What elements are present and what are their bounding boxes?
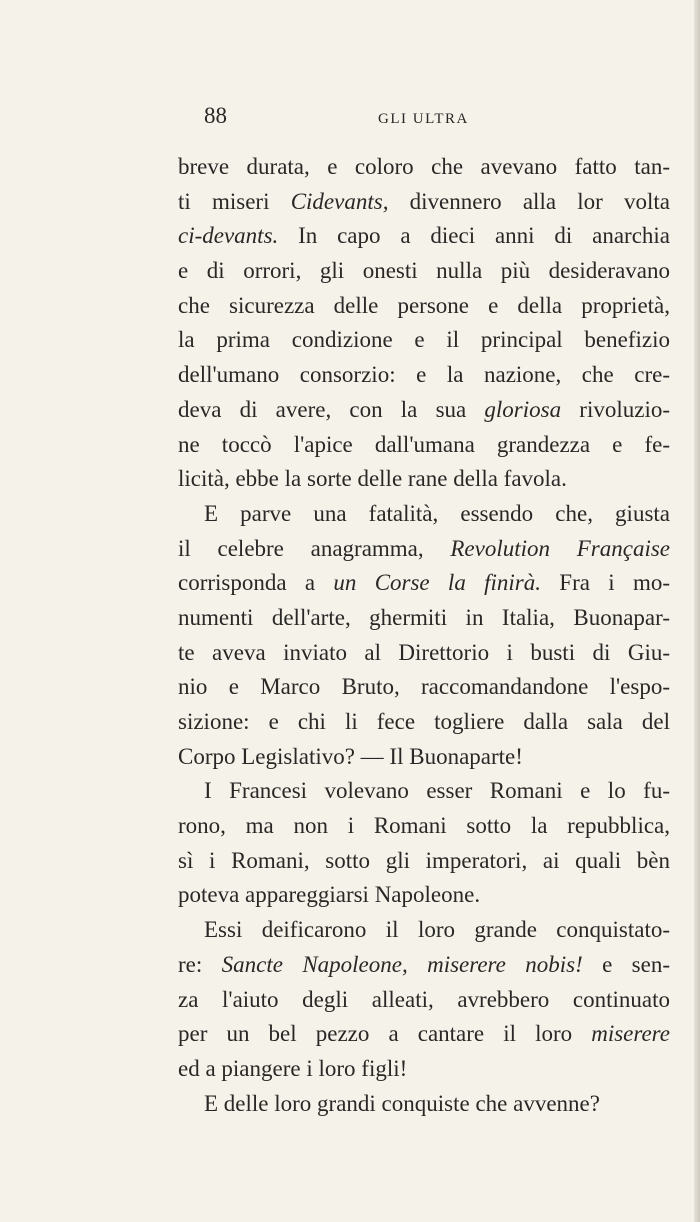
text-run: rono, ma non i Romani sotto la repubblica, [178,813,670,839]
text-run: e di orrori, gli onesti nulla più desideravano [178,258,670,284]
text-line [178,462,670,497]
italic-text: gloriosa [484,396,562,422]
text-line [178,670,670,705]
text-run: sì i Romani, sotto gli imperatori, ai quali bèn [178,847,670,873]
text-line [178,983,670,1018]
text-run: e sen- [582,951,670,977]
text-line [178,913,670,948]
text-run: E delle loro grandi conquiste che avvenne? [204,1090,600,1116]
italic-text: Cidevants, [290,188,389,214]
paragraph [178,497,670,775]
text-line [178,150,670,185]
page-number: 88 [204,103,227,128]
text-run: za l'aiuto degli alleati, avrebbero continuato [178,986,670,1012]
text-line [178,219,670,254]
text-run: la prima condizione e il principal benefizio [178,327,670,353]
running-title: GLI ULTRA [378,111,469,127]
text-run: Fra i mo- [541,570,670,596]
text-line [178,740,670,775]
italic-text: Sancte Napoleone, miserere nobis! [221,951,583,977]
italic-text: miserere [591,1021,670,1047]
text-line [178,636,670,671]
text-line [178,185,670,220]
text-line [178,705,670,740]
text-line [178,1052,670,1087]
text-line [178,601,670,636]
text-run: sizione: e chi li fece togliere dalla sala del [178,709,670,734]
text-run: nio e Marco Bruto, raccomandandone l'espo- [178,674,670,700]
text-run: breve durata, e coloro che avevano fatto tan- [178,154,670,179]
text-run: corrisponda a [178,570,334,596]
text-line [178,1017,670,1052]
text-run: divennero alla lor volta [388,188,670,214]
paragraph [178,150,670,497]
text-run: te aveva inviato al Direttorio i busti di Giu- [178,639,670,665]
text-line [178,358,670,393]
text-run: il celebre anagramma, [178,535,451,561]
text-line [178,497,670,532]
text-run: numenti dell'arte, ghermiti in Italia, Buonapar- [178,604,670,630]
text-run: In capo a dieci anni di anarchia [278,223,670,249]
text-line [178,393,670,428]
text-line [178,532,670,567]
text-run: re: [178,951,222,977]
text-run: Corpo Legislativo? — Il Buonaparte! [178,743,523,769]
text-run: rivoluzio- [561,396,670,422]
text-run: che sicurezza delle persone e della proprietà, [178,292,670,318]
text-run: E parve una fatalità, essendo che, giusta [204,500,670,526]
paragraph [178,1087,670,1122]
text-run: ed a piangere i loro figli! [178,1055,408,1081]
text-line [178,566,670,601]
text-run: ti miseri [178,188,291,214]
text-line [178,809,670,844]
text-line [178,428,670,463]
text-line [178,323,670,358]
page-edge [694,0,700,1222]
text-run: Essi deificarono il loro grande conquistato- [204,917,670,943]
text-line [178,844,670,879]
text-run: deva di avere, con la sua [178,396,485,422]
italic-text: Revolution Française [450,535,670,561]
paragraph [178,913,670,1086]
text-run: per un bel pezzo a cantare il loro [178,1021,592,1047]
text-run: ne toccò l'apice dall'umana grandezza e fe- [178,431,670,457]
text-run: poteva appareggiarsi Napoleone. [178,882,481,908]
text-run: I Francesi volevano esser Romani e lo fu- [204,778,670,804]
text-line [178,254,670,289]
italic-text: un Corse la finirà. [333,570,541,596]
body-text [178,150,670,1121]
page-header [178,100,670,132]
text-line [178,289,670,324]
text-line [178,878,670,913]
paragraph [178,774,670,913]
text-run: licità, ebbe la sorte delle rane della favola. [178,466,567,492]
text-line [178,1087,670,1122]
text-line [178,774,670,809]
italic-text: ci-devants. [178,223,279,249]
text-line [178,948,670,983]
text-run: dell'umano consorzio: e la nazione, che cre- [178,362,670,388]
